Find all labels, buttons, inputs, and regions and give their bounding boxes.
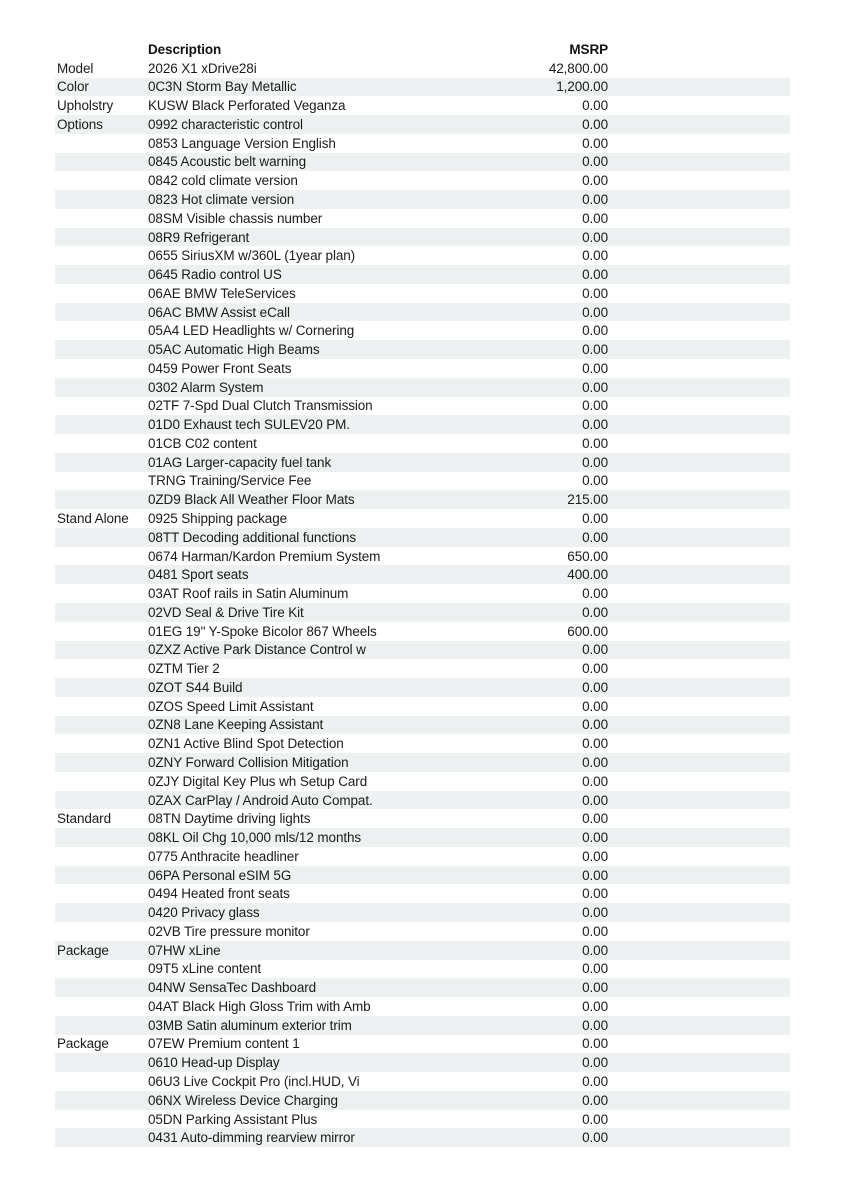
row-category-label: Stand Alone	[57, 511, 129, 527]
row-description: 0ZXZ Active Park Distance Control w	[148, 642, 366, 658]
row-msrp-value: 0.00	[582, 1092, 608, 1108]
row-description: 0992 characteristic control	[148, 116, 303, 132]
row-msrp-value: 215.00	[567, 492, 608, 508]
table-row	[55, 603, 790, 622]
table-row	[55, 809, 790, 828]
row-msrp-value: 400.00	[567, 567, 608, 583]
row-msrp-value: 0.00	[582, 754, 608, 770]
row-msrp-value: 0.00	[582, 398, 608, 414]
table-row	[55, 209, 790, 228]
row-description: 03MB Satin aluminum exterior trim	[148, 1017, 352, 1033]
row-msrp-value: 0.00	[582, 98, 608, 114]
table-row	[55, 1128, 790, 1147]
row-description: 02TF 7-Spd Dual Clutch Transmission	[148, 398, 373, 414]
row-description: 0459 Power Front Seats	[148, 360, 292, 376]
table-row	[55, 1072, 790, 1091]
row-msrp-value: 0.00	[582, 886, 608, 902]
row-description: 07EW Premium content 1	[148, 1036, 300, 1052]
row-msrp-value: 0.00	[582, 923, 608, 939]
row-description: 01AG Larger-capacity fuel tank	[148, 454, 332, 470]
row-description: 06NX Wireless Device Charging	[148, 1092, 338, 1108]
table-row	[55, 565, 790, 584]
row-msrp-value: 0.00	[582, 586, 608, 602]
table-row	[55, 265, 790, 284]
row-msrp-value: 0.00	[582, 792, 608, 808]
row-description: 0481 Sport seats	[148, 567, 249, 583]
table-row	[55, 59, 790, 78]
table-row	[55, 190, 790, 209]
row-msrp-value: 0.00	[582, 154, 608, 170]
table-row	[55, 115, 790, 134]
row-description: 0925 Shipping package	[148, 511, 288, 527]
table-row	[55, 153, 790, 172]
row-description: 06PA Personal eSIM 5G	[148, 867, 292, 883]
row-description: 04AT Black High Gloss Trim with Amb	[148, 998, 371, 1014]
row-description: 0431 Auto-dimming rearview mirror	[148, 1130, 355, 1146]
table-row	[55, 78, 790, 97]
row-description: 08R9 Refrigerant	[148, 229, 250, 245]
table-row	[55, 922, 790, 941]
row-category-label: Options	[57, 116, 103, 132]
table-row	[55, 1035, 790, 1054]
row-msrp-value: 0.00	[582, 736, 608, 752]
table-row	[55, 472, 790, 491]
row-description: 06U3 Live Cockpit Pro (incl.HUD, Vi	[148, 1073, 360, 1089]
row-msrp-value: 0.00	[582, 417, 608, 433]
row-msrp-value: 0.00	[582, 848, 608, 864]
table-row	[55, 678, 790, 697]
row-msrp-value: 0.00	[582, 905, 608, 921]
row-description: 0845 Acoustic belt warning	[148, 154, 307, 170]
table-row	[55, 753, 790, 772]
table-row	[55, 641, 790, 660]
row-msrp-value: 0.00	[582, 867, 608, 883]
row-description: 0ZOT S44 Build	[148, 679, 243, 695]
row-description: 0610 Head-up Display	[148, 1055, 280, 1071]
row-description: 03AT Roof rails in Satin Aluminum	[148, 586, 349, 602]
row-msrp-value: 0.00	[582, 379, 608, 395]
row-msrp-value: 0.00	[582, 435, 608, 451]
row-msrp-value: 0.00	[582, 642, 608, 658]
table-row	[55, 791, 790, 810]
row-description: 08SM Visible chassis number	[148, 210, 323, 226]
table-row	[55, 171, 790, 190]
table-row	[55, 321, 790, 340]
row-description: 0842 cold climate version	[148, 173, 298, 189]
table-row	[55, 960, 790, 979]
table-row	[55, 378, 790, 397]
table-row	[55, 228, 790, 247]
table-header-row	[55, 40, 790, 59]
row-description: 0ZD9 Black All Weather Floor Mats	[148, 492, 355, 508]
row-msrp-value: 0.00	[582, 192, 608, 207]
table-row	[55, 453, 790, 472]
table-row	[55, 547, 790, 566]
row-msrp-value: 0.00	[582, 679, 608, 695]
row-msrp-value: 0.00	[582, 116, 608, 132]
row-msrp-value: 0.00	[582, 229, 608, 245]
table-row	[55, 978, 790, 997]
table-row	[55, 772, 790, 791]
header-msrp: MSRP	[569, 41, 608, 57]
table-row	[55, 303, 790, 322]
row-description: 0ZTM Tier 2	[148, 661, 220, 677]
row-description: 02VB Tire pressure monitor	[148, 923, 310, 939]
row-description: 05DN Parking Assistant Plus	[148, 1111, 318, 1127]
row-msrp-value: 0.00	[582, 717, 608, 733]
row-category-label: Standard	[57, 811, 111, 827]
table-row	[55, 415, 790, 434]
row-msrp-value: 0.00	[582, 811, 608, 827]
row-description: 0ZAX CarPlay / Android Auto Compat.	[148, 792, 373, 808]
row-msrp-value: 1,200.00	[556, 79, 608, 95]
row-msrp-value: 0.00	[582, 135, 608, 151]
row-description: 01D0 Exhaust tech SULEV20 PM.	[148, 417, 350, 433]
row-msrp-value: 0.00	[582, 698, 608, 714]
row-description: 01CB C02 content	[148, 435, 257, 451]
row-msrp-value: 0.00	[582, 529, 608, 545]
row-category-label: Color	[57, 79, 89, 95]
row-msrp-value: 650.00	[567, 548, 608, 564]
table-row	[55, 528, 790, 547]
row-description: 0ZN8 Lane Keeping Assistant	[148, 717, 324, 733]
row-description: 0302 Alarm System	[148, 379, 264, 395]
row-category-label: Package	[57, 1036, 109, 1052]
row-msrp-value: 0.00	[582, 323, 608, 339]
table-row	[55, 359, 790, 378]
row-msrp-value: 0.00	[582, 1055, 608, 1071]
row-msrp-value: 0.00	[582, 454, 608, 470]
row-msrp-value: 0.00	[582, 1073, 608, 1089]
row-description: 04NW SensaTec Dashboard	[148, 980, 317, 996]
table-row	[55, 997, 790, 1016]
row-msrp-value: 600.00	[567, 623, 608, 639]
table-row	[55, 659, 790, 678]
row-description: 0ZN1 Active Blind Spot Detection	[148, 736, 344, 752]
table-row	[55, 828, 790, 847]
row-msrp-value: 0.00	[582, 1017, 608, 1033]
table-row	[55, 340, 790, 359]
row-description: 05AC Automatic High Beams	[148, 342, 320, 358]
table-body	[55, 59, 790, 1147]
vehicle-pricing-table	[55, 40, 790, 1147]
row-msrp-value: 0.00	[582, 942, 608, 958]
row-category-label: Upholstry	[57, 98, 114, 114]
row-description: 09T5 xLine content	[148, 961, 262, 977]
row-description: 08TN Daytime driving lights	[148, 811, 311, 827]
row-description: 08KL Oil Chg 10,000 mls/12 months	[148, 830, 362, 846]
row-description: 2026 X1 xDrive28i	[148, 60, 257, 76]
row-msrp-value: 0.00	[582, 980, 608, 996]
table-row	[55, 716, 790, 735]
table-row	[55, 490, 790, 509]
row-msrp-value: 0.00	[582, 473, 608, 489]
row-description: KUSW Black Perforated Veganza	[148, 98, 346, 114]
row-description: 05A4 LED Headlights w/ Cornering	[148, 323, 355, 339]
row-msrp-value: 0.00	[582, 342, 608, 358]
row-msrp-value: 0.00	[582, 173, 608, 189]
row-description: 0494 Heated front seats	[148, 886, 290, 902]
row-description: 0775 Anthracite headliner	[148, 848, 299, 864]
row-msrp-value: 0.00	[582, 210, 608, 226]
table-row	[55, 884, 790, 903]
table-row	[55, 941, 790, 960]
row-description: 0655 SiriusXM w/360L (1year plan)	[148, 248, 356, 264]
row-msrp-value: 0.00	[582, 998, 608, 1014]
row-msrp-value: 0.00	[582, 360, 608, 376]
table-row	[55, 284, 790, 303]
table-row	[55, 734, 790, 753]
row-msrp-value: 42,800.00	[548, 60, 608, 76]
row-description: 06AE BMW TeleServices	[148, 285, 296, 301]
row-msrp-value: 0.00	[582, 1130, 608, 1146]
row-msrp-value: 0.00	[582, 267, 608, 283]
row-msrp-value: 0.00	[582, 511, 608, 527]
row-description: 02VD Seal & Drive Tire Kit	[148, 604, 304, 620]
table-row	[55, 134, 790, 153]
row-description: 0ZOS Speed Limit Assistant	[148, 698, 314, 714]
row-description: 01EG 19" Y-Spoke Bicolor 867 Wheels	[148, 623, 377, 639]
table-row	[55, 397, 790, 416]
table-row	[55, 96, 790, 115]
row-category-label: Package	[57, 942, 109, 958]
row-description: 0420 Privacy glass	[148, 905, 260, 921]
row-description: 0ZJY Digital Key Plus wh Setup Card	[148, 773, 368, 789]
row-msrp-value: 0.00	[582, 961, 608, 977]
row-msrp-value: 0.00	[582, 830, 608, 846]
row-description: TRNG Training/Service Fee	[148, 473, 312, 489]
table-row	[55, 246, 790, 265]
row-description: 0645 Radio control US	[148, 267, 282, 283]
row-msrp-value: 0.00	[582, 1111, 608, 1127]
row-msrp-value: 0.00	[582, 661, 608, 677]
table-row	[55, 866, 790, 885]
table-row	[55, 847, 790, 866]
table-row	[55, 697, 790, 716]
row-description: 0C3N Storm Bay Metallic	[148, 79, 297, 95]
table-row	[55, 622, 790, 641]
row-description: 0674 Harman/Kardon Premium System	[148, 548, 381, 564]
row-description: 08TT Decoding additional functions	[148, 529, 356, 545]
header-description: Description	[148, 41, 222, 57]
row-msrp-value: 0.00	[582, 604, 608, 620]
table-row	[55, 1053, 790, 1072]
row-msrp-value: 0.00	[582, 304, 608, 320]
row-description: 06AC BMW Assist eCall	[148, 304, 290, 320]
table-row	[55, 1016, 790, 1035]
table-row	[55, 1110, 790, 1129]
row-description: 0823 Hot climate version	[148, 192, 295, 207]
table-row	[55, 509, 790, 528]
row-msrp-value: 0.00	[582, 1036, 608, 1052]
row-msrp-value: 0.00	[582, 248, 608, 264]
table-row	[55, 903, 790, 922]
table-row	[55, 584, 790, 603]
row-description: 0ZNY Forward Collision Mitigation	[148, 754, 349, 770]
row-msrp-value: 0.00	[582, 773, 608, 789]
table-row	[55, 434, 790, 453]
table-row	[55, 1091, 790, 1110]
row-description: 0853 Language Version English	[148, 135, 336, 151]
row-category-label: Model	[57, 60, 94, 76]
row-description: 07HW xLine	[148, 942, 221, 958]
row-msrp-value: 0.00	[582, 285, 608, 301]
